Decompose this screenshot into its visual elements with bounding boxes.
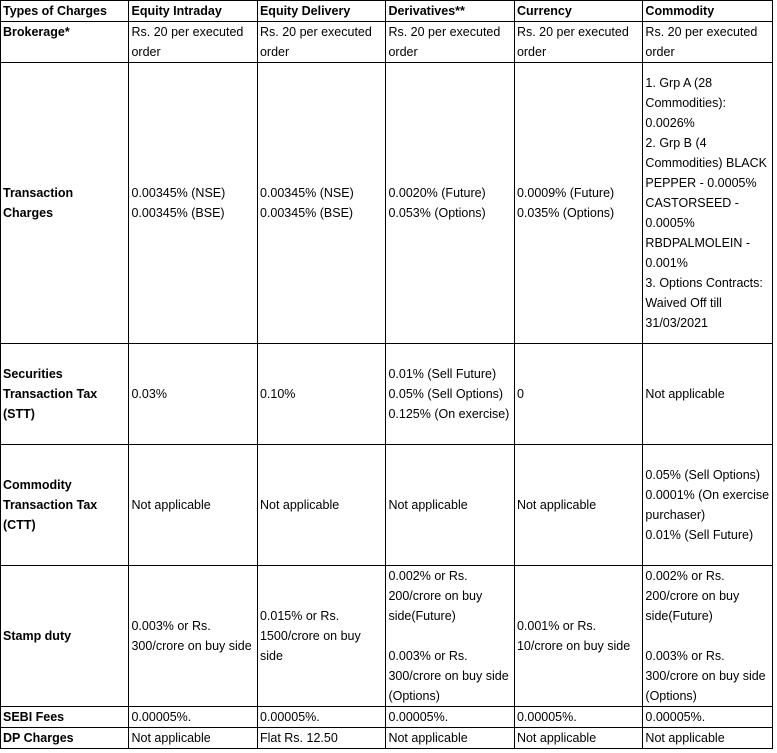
cell-stamp-equity-delivery: 0.015% or Rs. 1500/crore on buy side	[257, 566, 385, 707]
row-label-transaction-charges: Transaction Charges	[1, 63, 129, 344]
cell-line: 0.002% or Rs. 200/crore on buy side(Future)	[388, 569, 483, 623]
cell-sebi-equity-intraday: 0.00005%.	[129, 707, 257, 728]
cell-line: RBDPALMOLEIN - 0.001%	[645, 236, 751, 270]
cell-line: 0.0009% (Future)	[516, 186, 615, 200]
header-equity-intraday: Equity Intraday	[129, 1, 257, 22]
cell-ctt-commodity	[643, 445, 773, 566]
cell-line: 0.05% (Sell Options)	[645, 468, 761, 482]
table-row-stt	[1, 344, 773, 445]
cell-line: 0.00345% (NSE)	[131, 186, 226, 200]
cell-dp-commodity: Not applicable	[643, 728, 773, 749]
cell-ctt-derivatives: Not applicable	[386, 445, 514, 566]
cell-transaction-equity-delivery	[257, 63, 385, 344]
cell-stt-derivatives	[386, 344, 514, 445]
cell-ctt-equity-intraday: Not applicable	[129, 445, 257, 566]
cell-line: 0.00345% (BSE)	[131, 206, 225, 220]
cell-line: 0.00345% (NSE)	[259, 186, 354, 200]
cell-transaction-currency	[514, 63, 642, 344]
cell-spacer	[388, 626, 511, 646]
header-equity-delivery: Equity Delivery	[257, 1, 385, 22]
cell-transaction-derivatives	[386, 63, 514, 344]
cell-line: 0.003% or Rs. 300/crore on buy side (Options)	[388, 649, 509, 703]
cell-ctt-equity-delivery: Not applicable	[257, 445, 385, 566]
cell-line: 0.125% (On exercise)	[388, 407, 510, 421]
header-derivatives: Derivatives**	[386, 1, 514, 22]
table-row-dp-charges	[1, 728, 773, 749]
cell-line: CASTORSEED - 0.0005%	[645, 196, 739, 230]
cell-line: 3. Options Contracts: Waived Off till 31/03/2021	[645, 276, 763, 330]
cell-stt-equity-intraday: 0.03%	[129, 344, 257, 445]
cell-line: 0.00345% (BSE)	[259, 206, 354, 220]
cell-line: 1. Grp A (28 Commodities): 0.0026%	[645, 76, 726, 130]
cell-ctt-currency: Not applicable	[514, 445, 642, 566]
cell-sebi-equity-delivery: 0.00005%.	[257, 707, 385, 728]
cell-brokerage-equity-intraday: Rs. 20 per executed order	[129, 22, 257, 63]
cell-stt-currency: 0	[514, 344, 642, 445]
row-label-brokerage: Brokerage*	[1, 22, 129, 63]
header-currency: Currency	[514, 1, 642, 22]
cell-brokerage-commodity: Rs. 20 per executed order	[643, 22, 773, 63]
table-row-brokerage	[1, 22, 773, 63]
row-label-ctt: Commodity Transaction Tax (CTT)	[1, 445, 129, 566]
cell-stt-equity-delivery: 0.10%	[257, 344, 385, 445]
table-row-stamp-duty	[1, 566, 773, 707]
row-label-stamp-duty: Stamp duty	[1, 566, 129, 707]
row-label-dp-charges: DP Charges	[1, 728, 129, 749]
cell-sebi-commodity: 0.00005%.	[643, 707, 773, 728]
cell-dp-currency: Not applicable	[514, 728, 642, 749]
cell-stt-commodity: Not applicable	[643, 344, 773, 445]
cell-line: 0.01% (Sell Future)	[645, 528, 754, 542]
cell-transaction-equity-intraday	[129, 63, 257, 344]
row-label-sebi-fees: SEBI Fees	[1, 707, 129, 728]
header-types-of-charges: Types of Charges	[1, 1, 129, 22]
table-row-sebi-fees	[1, 707, 773, 728]
cell-stamp-currency: 0.001% or Rs. 10/crore on buy side	[514, 566, 642, 707]
cell-sebi-derivatives: 0.00005%.	[386, 707, 514, 728]
cell-stamp-equity-intraday: 0.003% or Rs. 300/crore on buy side	[129, 566, 257, 707]
cell-brokerage-equity-delivery: Rs. 20 per executed order	[257, 22, 385, 63]
cell-line: 0.035% (Options)	[516, 206, 615, 220]
cell-brokerage-currency: Rs. 20 per executed order	[514, 22, 642, 63]
cell-spacer	[645, 626, 770, 646]
cell-line: 0.002% or Rs. 200/crore on buy side(Future)	[645, 569, 740, 623]
row-label-stt: Securities Transaction Tax (STT)	[1, 344, 129, 445]
cell-line: 0.05% (Sell Options)	[388, 387, 504, 401]
cell-dp-equity-delivery: Flat Rs. 12.50	[257, 728, 385, 749]
cell-dp-equity-intraday: Not applicable	[129, 728, 257, 749]
cell-sebi-currency: 0.00005%.	[514, 707, 642, 728]
cell-line: 2. Grp B (4 Commodities) BLACK PEPPER - 0.0005%	[645, 136, 767, 190]
cell-stamp-commodity	[643, 566, 773, 707]
cell-line: 0.0020% (Future)	[388, 186, 486, 200]
cell-transaction-commodity	[643, 63, 773, 344]
cell-line: 0.0001% (On exercise purchaser)	[645, 488, 770, 522]
cell-line: 0.053% (Options)	[388, 206, 486, 220]
table-row-transaction-charges	[1, 63, 773, 344]
cell-dp-derivatives: Not applicable	[386, 728, 514, 749]
header-commodity: Commodity	[643, 1, 773, 22]
cell-stamp-derivatives	[386, 566, 514, 707]
table-row-ctt	[1, 445, 773, 566]
cell-brokerage-derivatives: Rs. 20 per executed order	[386, 22, 514, 63]
cell-line: 0.01% (Sell Future)	[388, 367, 497, 381]
header-row	[1, 1, 773, 22]
cell-line: 0.003% or Rs. 300/crore on buy side (Options)	[645, 649, 766, 703]
